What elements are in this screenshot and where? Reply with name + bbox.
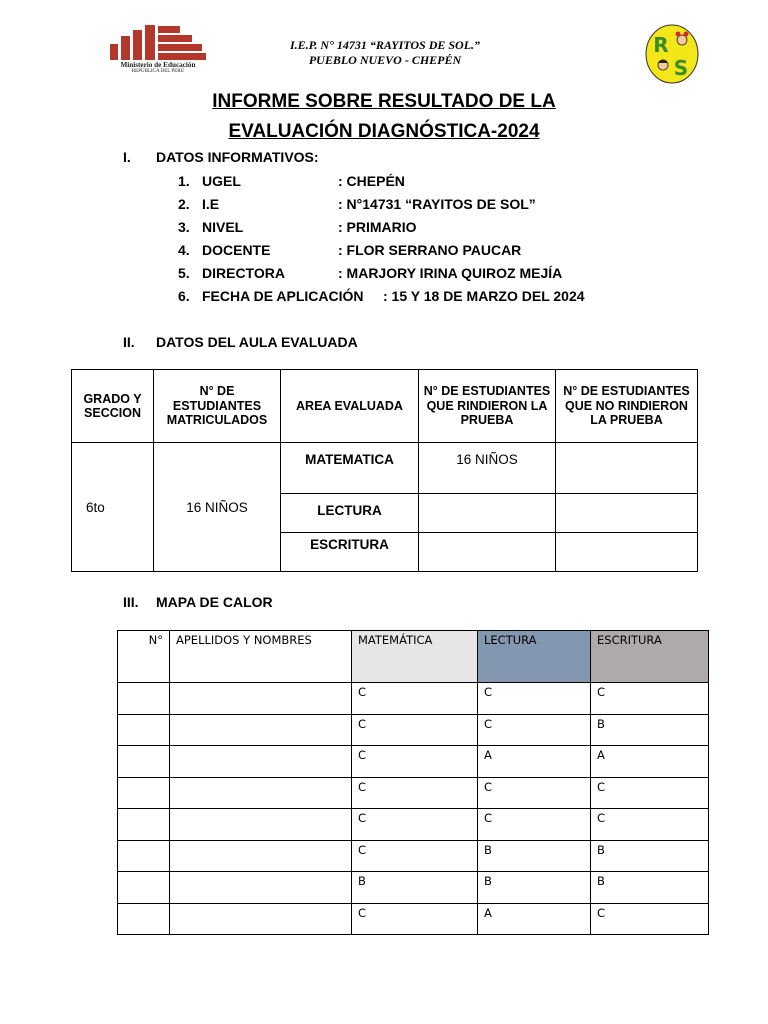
rayitos-de-sol-logo-icon: [644, 23, 700, 85]
info-num: 1.: [178, 173, 190, 189]
nombre-cell: [170, 746, 352, 778]
lec-cell: A: [478, 746, 591, 778]
nombre-cell: [170, 840, 352, 872]
area-cell: ESCRITURA: [281, 533, 419, 572]
minedu-country: REPÚBLICA DEL PERÚ: [131, 69, 185, 74]
info-value: : 15 Y 18 DE MARZO DEL 2024: [383, 288, 585, 304]
mat-cell: C: [352, 777, 478, 809]
header-no-rindieron: N° DE ESTUDIANTES QUE NO RINDIERON LA PRUEBA: [556, 370, 698, 443]
info-num: 6.: [178, 288, 190, 304]
section3-title: MAPA DE CALOR: [156, 594, 273, 610]
grado-cell: 6to: [72, 443, 154, 572]
esc-cell: C: [591, 777, 709, 809]
info-label: UGEL: [202, 173, 241, 189]
info-num: 3.: [178, 219, 190, 235]
info-num: 2.: [178, 196, 190, 212]
minedu-bars-icon: [108, 24, 208, 62]
info-label: FECHA DE APLICACIÓN: [202, 288, 364, 304]
header-grado: GRADO Y SECCION: [72, 370, 154, 443]
header-num: N°: [118, 631, 170, 683]
info-num: 4.: [178, 242, 190, 258]
section2-number: II.: [123, 334, 135, 350]
header-lectura: LECTURA: [478, 631, 591, 683]
esc-cell: C: [591, 903, 709, 935]
info-label: NIVEL: [202, 219, 244, 235]
heat-map-table: [117, 630, 709, 935]
lec-cell: A: [478, 903, 591, 935]
header-matematica: MATEMÁTICA: [352, 631, 478, 683]
header-rindieron: N° DE ESTUDIANTES QUE RINDIERON LA PRUEBA: [419, 370, 556, 443]
esc-cell: B: [591, 872, 709, 904]
school-location: PUEBLO NUEVO - CHEPÉN: [308, 53, 462, 67]
rs-letter-s: S: [673, 56, 689, 80]
table-row: [118, 746, 709, 778]
info-label: DIRECTORA: [202, 265, 285, 281]
esc-cell: B: [591, 714, 709, 746]
num-cell: [118, 872, 170, 904]
info-num: 5.: [178, 265, 190, 281]
num-cell: [118, 809, 170, 841]
lec-cell: C: [478, 777, 591, 809]
info-label: I.E: [202, 196, 220, 212]
school-name: I.E.P. N° 14731 “RAYITOS DE SOL.”: [289, 38, 481, 52]
mat-cell: C: [352, 809, 478, 841]
num-cell: [118, 746, 170, 778]
minedu-caption: Ministerio de Educación: [120, 61, 196, 69]
table-row: [118, 683, 709, 715]
report-title-line1: INFORME SOBRE RESULTADO DE LA: [212, 91, 556, 112]
info-value: : MARJORY IRINA QUIROZ MEJÍA: [338, 265, 563, 281]
lec-cell: C: [478, 809, 591, 841]
nombre-cell: [170, 809, 352, 841]
header-nombres: APELLIDOS Y NOMBRES: [170, 631, 352, 683]
info-value: : FLOR SERRANO PAUCAR: [338, 242, 522, 258]
area-cell: LECTURA: [281, 494, 419, 533]
table-row: [118, 872, 709, 904]
lec-cell: C: [478, 714, 591, 746]
header-matriculados: N° DE ESTUDIANTES MATRICULADOS: [154, 370, 281, 443]
no-rindieron-cell: [556, 443, 698, 494]
rindieron-cell: 16 NIÑOS: [419, 443, 556, 494]
rs-letter-r: R: [653, 33, 669, 57]
nombre-cell: [170, 714, 352, 746]
school-header: [250, 38, 520, 68]
mat-cell: C: [352, 840, 478, 872]
nombre-cell: [170, 683, 352, 715]
section1-title: DATOS INFORMATIVOS:: [156, 149, 319, 165]
esc-cell: C: [591, 683, 709, 715]
mat-cell: C: [352, 683, 478, 715]
info-value: : N°14731 “RAYITOS DE SOL”: [338, 196, 536, 212]
num-cell: [118, 714, 170, 746]
no-rindieron-cell: [556, 494, 698, 533]
table-row: [118, 714, 709, 746]
esc-cell: C: [591, 809, 709, 841]
num-cell: [118, 840, 170, 872]
num-cell: [118, 777, 170, 809]
classroom-table: [71, 369, 698, 572]
info-value: : PRIMARIO: [338, 219, 417, 235]
lec-cell: C: [478, 683, 591, 715]
header-escritura: ESCRITURA: [591, 631, 709, 683]
rindieron-cell: [419, 494, 556, 533]
classroom-table-header: [72, 370, 698, 443]
esc-cell: A: [591, 746, 709, 778]
section2-title: DATOS DEL AULA EVALUADA: [156, 334, 358, 350]
section1-number: I.: [123, 149, 131, 165]
num-cell: [118, 683, 170, 715]
table-row: [118, 840, 709, 872]
rindieron-cell: [419, 533, 556, 572]
no-rindieron-cell: [556, 533, 698, 572]
report-title-line2: EVALUACIÓN DIAGNÓSTICA-2024: [228, 121, 540, 142]
area-cell: MATEMATICA: [281, 443, 419, 494]
nombre-cell: [170, 777, 352, 809]
mat-cell: C: [352, 903, 478, 935]
table-row: [118, 903, 709, 935]
mat-cell: C: [352, 746, 478, 778]
mat-cell: B: [352, 872, 478, 904]
heat-map-header: [118, 631, 709, 683]
lec-cell: B: [478, 872, 591, 904]
info-label: DOCENTE: [202, 242, 271, 258]
num-cell: [118, 903, 170, 935]
lec-cell: B: [478, 840, 591, 872]
minedu-logo: [108, 24, 208, 80]
nombre-cell: [170, 872, 352, 904]
header-area: AREA EVALUADA: [281, 370, 419, 443]
table-row: [118, 777, 709, 809]
matriculados-cell: 16 NIÑOS: [154, 443, 281, 572]
info-value: : CHEPÉN: [338, 173, 405, 189]
mat-cell: C: [352, 714, 478, 746]
esc-cell: B: [591, 840, 709, 872]
nombre-cell: [170, 903, 352, 935]
table-row: [118, 809, 709, 841]
section3-number: III.: [123, 594, 139, 610]
table-row: [72, 443, 698, 494]
